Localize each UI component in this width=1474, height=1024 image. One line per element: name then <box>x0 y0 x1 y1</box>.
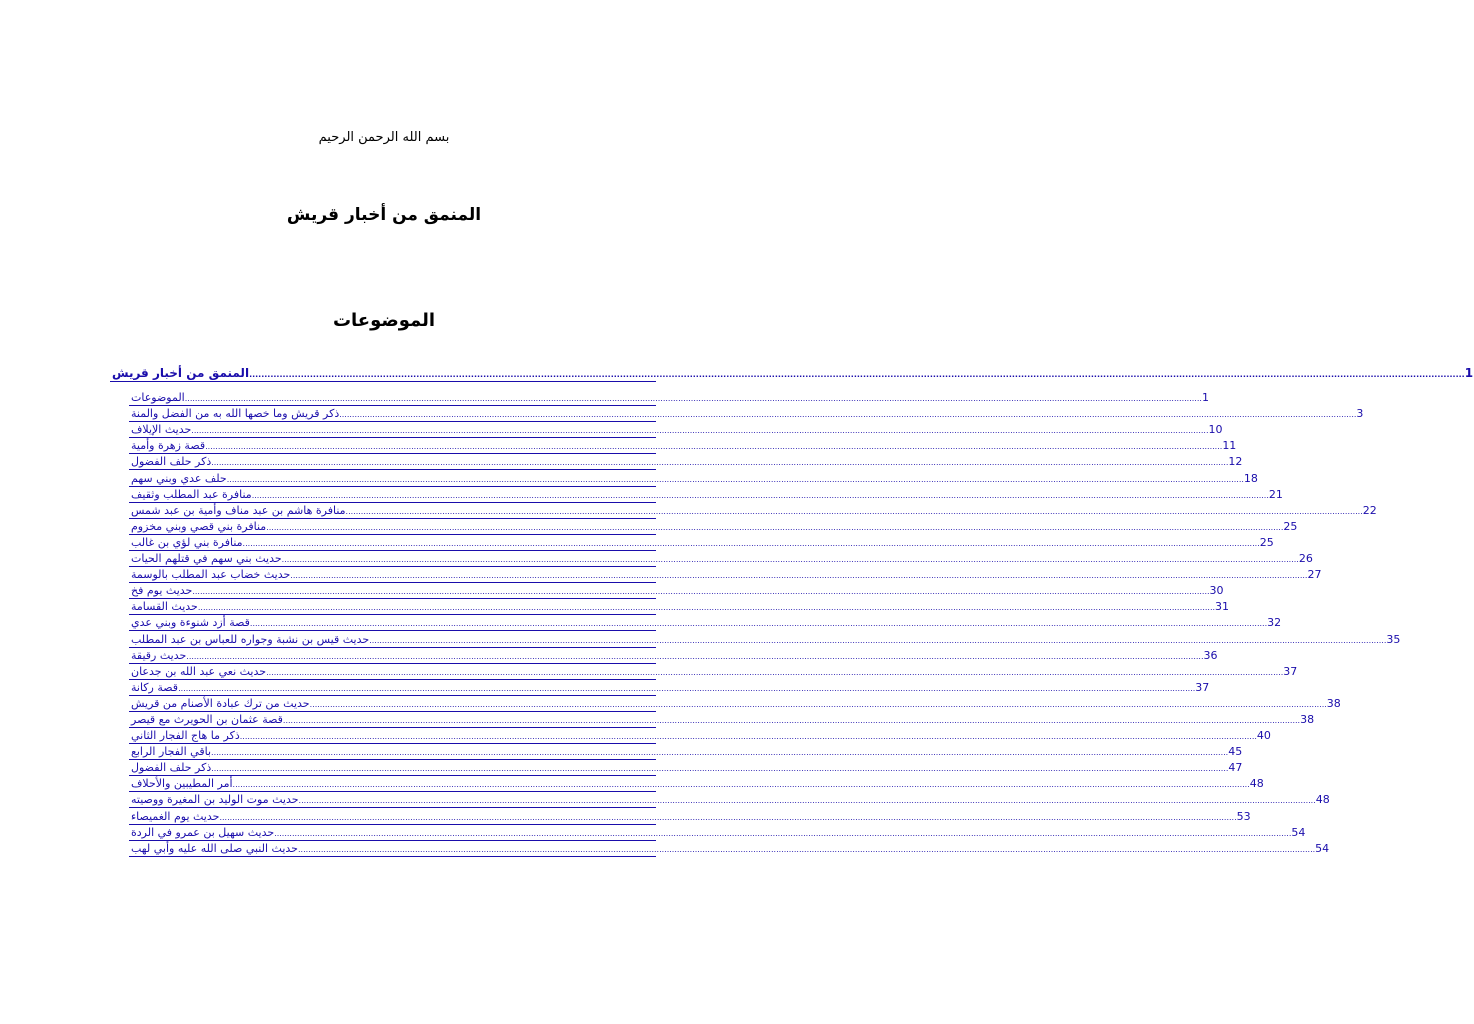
toc-leader-dots: ................................................................................................................................................................................................................................................................................................................................................................................................................ <box>297 844 1316 854</box>
toc-entry[interactable] <box>129 728 1271 744</box>
toc-entry-label: حديث من ترك عبادة الأصنام من قريش <box>131 696 310 710</box>
toc-leader-dots: ................................................................................................................................................................................................................................................................................................................................................................................................................ <box>191 426 1209 436</box>
toc-entry-label: حلف عدي وبني سهم <box>131 471 227 485</box>
toc-entry-label: حديث يوم فخ <box>131 584 193 598</box>
toc-entry-page-number: 30 <box>1209 584 1224 598</box>
toc-entry[interactable] <box>129 519 1298 535</box>
toc-entry-page-number: 12 <box>1228 455 1243 469</box>
toc-entry-label: ذكر ما هاج الفجار الثاني <box>131 729 240 743</box>
table-of-contents <box>110 364 1474 857</box>
toc-entry-page-number: 25 <box>1259 535 1274 549</box>
toc-leader-dots: ................................................................................................................................................................................................................................................................................................................................................................................................................ <box>226 474 1244 484</box>
toc-entry-page-number: 25 <box>1283 519 1298 533</box>
toc-leader-dots: ................................................................................................................................................................................................................................................................................................................................................................................................................ <box>197 603 1216 613</box>
toc-entry-page-number: 1 <box>1201 391 1209 405</box>
toc-entry-page-number: 11 <box>1222 439 1237 453</box>
toc-leader-dots: ................................................................................................................................................................................................................................................................................................................................................................................................................ <box>309 699 1327 709</box>
toc-entry-label: حديث بني سهم في قتلهم الحيات <box>131 552 282 566</box>
toc-entry-label: قصة ركانة <box>131 680 179 694</box>
toc-entry-label: منافرة بني قصي وبني مخزوم <box>131 519 267 533</box>
toc-entry-page-number: 27 <box>1307 568 1322 582</box>
toc-entry[interactable] <box>129 825 1306 841</box>
toc-entry-page-number: 37 <box>1195 680 1210 694</box>
toc-entry-page-number: 54 <box>1291 825 1306 839</box>
toc-entry-label: حديث قيس بن نشبة وجواره للعباس بن عبد المطلب <box>131 632 370 646</box>
toc-entry-page-number: 35 <box>1386 632 1401 646</box>
toc-entry-page-number: 36 <box>1203 648 1218 662</box>
toc-leader-dots: ................................................................................................................................................................................................................................................................................................................................................................................................................ <box>281 555 1299 565</box>
toc-entry[interactable] <box>129 406 1364 422</box>
toc-entry[interactable] <box>129 487 1283 503</box>
toc-entry[interactable] <box>129 535 1274 551</box>
toc-leader-dots: ................................................................................................................................................................................................................................................................................................................................................................................................................ <box>369 635 1387 645</box>
toc-entry-label: منافرة هاشم بن عبد مناف وأمية بن عبد شمس <box>131 503 346 517</box>
toc-entry[interactable] <box>110 364 1474 382</box>
toc-entry-label: قصة زهرة وأمية <box>131 439 206 453</box>
toc-entry[interactable] <box>129 567 1322 583</box>
toc-entry-page-number: 32 <box>1267 616 1282 630</box>
toc-leader-dots: ................................................................................................................................................................................................................................................................................................................................................................................................................ <box>211 764 1229 774</box>
toc-leader-dots: ................................................................................................................................................................................................................................................................................................................................................................................................................ <box>345 506 1363 516</box>
toc-entry[interactable] <box>129 470 1258 486</box>
toc-entry-page-number: 47 <box>1228 761 1243 775</box>
toc-entry[interactable] <box>129 664 1298 680</box>
toc-entry[interactable] <box>129 792 1330 808</box>
toc-leader-dots: ................................................................................................................................................................................................................................................................................................................................................................................................................ <box>251 490 1269 500</box>
toc-entry-label: حديث سهيل بن عمرو في الردة <box>131 825 275 839</box>
toc-entry-page-number: 48 <box>1249 777 1264 791</box>
toc-entry[interactable] <box>129 841 1330 857</box>
toc-entry[interactable] <box>129 599 1230 615</box>
toc-leader-dots: ................................................................................................................................................................................................................................................................................................................................................................................................................ <box>339 410 1357 420</box>
toc-entry-label: قصة عثمان بن الحويرث مع قيصر <box>131 712 283 726</box>
toc-entry[interactable] <box>129 712 1315 728</box>
toc-leader-dots: ................................................................................................................................................................................................................................................................................................................................................................................................................ <box>211 748 1229 758</box>
toc-entry-label: منافرة بني لؤي بن غالب <box>131 535 243 549</box>
toc-leader-dots: ................................................................................................................................................................................................................................................................................................................................................................................................................ <box>211 458 1229 468</box>
toc-entry[interactable] <box>129 648 1218 664</box>
toc-entry-label: حديث نعي عبد الله بن جدعان <box>131 664 267 678</box>
toc-entry[interactable] <box>129 680 1210 696</box>
toc-entry[interactable] <box>129 760 1243 776</box>
subjects-heading: الموضوعات <box>332 310 436 331</box>
toc-entry[interactable] <box>129 438 1237 454</box>
toc-leader-dots: ................................................................................................................................................................................................................................................................................................................................................................................................................ <box>205 442 1223 452</box>
toc-leader-dots: ................................................................................................................................................................................................................................................................................................................................................................................................................ <box>192 587 1210 597</box>
toc-leader-dots: ................................................................................................................................................................................................................................................................................................................................................................................................................ <box>239 732 1257 742</box>
toc-entry-page-number: 22 <box>1362 503 1377 517</box>
toc-entry-label: حديث الإيلاف <box>131 423 192 437</box>
toc-entry-label: أمر المطيبين والأحلاف <box>131 777 233 791</box>
toc-entry-page-number: 26 <box>1298 552 1313 566</box>
toc-entry[interactable] <box>129 631 1401 647</box>
toc-entry-label: حديث القسامة <box>131 600 198 614</box>
toc-entry[interactable] <box>129 615 1282 631</box>
toc-entry-label: منافرة عبد المطلب وثقيف <box>131 487 252 501</box>
toc-leader-dots: ................................................................................................................................................................................................................................................................................................................................................................................................................ <box>184 394 1202 404</box>
toc-entry-page-number: 40 <box>1256 729 1271 743</box>
book-title: المنمق من أخبار قريش <box>286 205 482 225</box>
toc-entry-page-number: 37 <box>1283 664 1298 678</box>
toc-leader-dots: ................................................................................................................................................................................................................................................................................................................................................................................................................ <box>186 651 1204 661</box>
toc-entry-page-number: 38 <box>1300 712 1315 726</box>
toc-entry-page-number: 38 <box>1326 696 1341 710</box>
toc-entry[interactable] <box>129 696 1341 712</box>
toc-entry[interactable] <box>129 776 1264 792</box>
toc-entry-page-number: 53 <box>1236 809 1251 823</box>
toc-entry-page-number: 18 <box>1243 471 1258 485</box>
toc-leader-dots: ................................................................................................................................................................................................................................................................................................................................................................................................................ <box>298 796 1316 806</box>
toc-entry[interactable] <box>129 503 1377 519</box>
toc-entry-page-number: 45 <box>1228 745 1243 759</box>
toc-entry-label: حديث رقيقة <box>131 648 187 662</box>
toc-entry-label: المنمق من أخبار قريش <box>112 366 250 380</box>
basmala: بسم الله الرحمن الرحيم <box>318 130 450 145</box>
toc-entry-page-number: 21 <box>1268 487 1283 501</box>
toc-entry-label: باقي الفجار الرابع <box>131 745 212 759</box>
toc-leader-dots: ................................................................................................................................................................................................................................................................................................................................................................................................................ <box>219 812 1237 822</box>
toc-entry-label: الموضوعات <box>131 391 185 405</box>
toc-entry-label: حديث يوم الغميصاء <box>131 809 220 823</box>
toc-entry-label: ذكر حلف الفضول <box>131 455 212 469</box>
toc-leader-dots: ................................................................................................................................................................................................................................................................................................................................................................................................................ <box>178 683 1196 693</box>
toc-entry-page-number: 48 <box>1315 793 1330 807</box>
toc-entry[interactable] <box>129 551 1313 567</box>
toc-entry-label: حديث النبي صلى الله عليه وأبي لهب <box>131 841 298 855</box>
toc-leader-dots: ................................................................................................................................................................................................................................................................................................................................................................................................................ <box>242 538 1260 548</box>
toc-entry-label: حديث خضاب عبد المطلب بالوسمة <box>131 568 291 582</box>
toc-entry-label: حديث موت الوليد بن المغيرة ووصيته <box>131 793 299 807</box>
toc-entry-page-number: 54 <box>1315 841 1330 855</box>
toc-entry-label: ذكر قريش وما خصها الله به من الفضل والمنة <box>131 407 340 421</box>
toc-entry-page-number: 31 <box>1215 600 1230 614</box>
toc-entry[interactable] <box>129 422 1223 438</box>
toc-entry[interactable] <box>129 454 1243 470</box>
toc-entry[interactable] <box>129 390 1209 406</box>
toc-entry[interactable] <box>129 808 1251 824</box>
toc-leader-dots: ................................................................................................................................................................................................................................................................................................................................................................................................................ <box>282 715 1301 725</box>
toc-entry-label: ذكر حلف الفضول <box>131 761 212 775</box>
toc-entry[interactable] <box>129 744 1243 760</box>
toc-leader-dots: ................................................................................................................................................................................................................................................................................................................................................................................................................ <box>290 571 1308 581</box>
toc-leader-dots: ................................................................................................................................................................................................................................................................................................................................................................................................................ <box>232 780 1250 790</box>
toc-leader-dots: ................................................................................................................................................................................................................................................................................................................................................................................................................ <box>266 522 1284 532</box>
toc-entry-page-number: 1 <box>1464 366 1474 380</box>
toc-entry-page-number: 3 <box>1356 407 1364 421</box>
toc-leader-dots: ................................................................................................................................................................................................................................................................................................................................................................................................................ <box>266 667 1284 677</box>
toc-entry-label: قصة أزد شنوءة وبني عدي <box>131 616 250 630</box>
toc-leader-dots: ................................................................................................................................................................................................................................................................................................................................................................................................................ <box>274 828 1292 838</box>
toc-leader-dots: ................................................................................................................................................................................................................................................................................................................................................................................................................ <box>249 370 1465 379</box>
toc-entry-page-number: 10 <box>1208 423 1223 437</box>
toc-entry[interactable] <box>129 583 1224 599</box>
toc-leader-dots: ................................................................................................................................................................................................................................................................................................................................................................................................................ <box>249 619 1268 629</box>
